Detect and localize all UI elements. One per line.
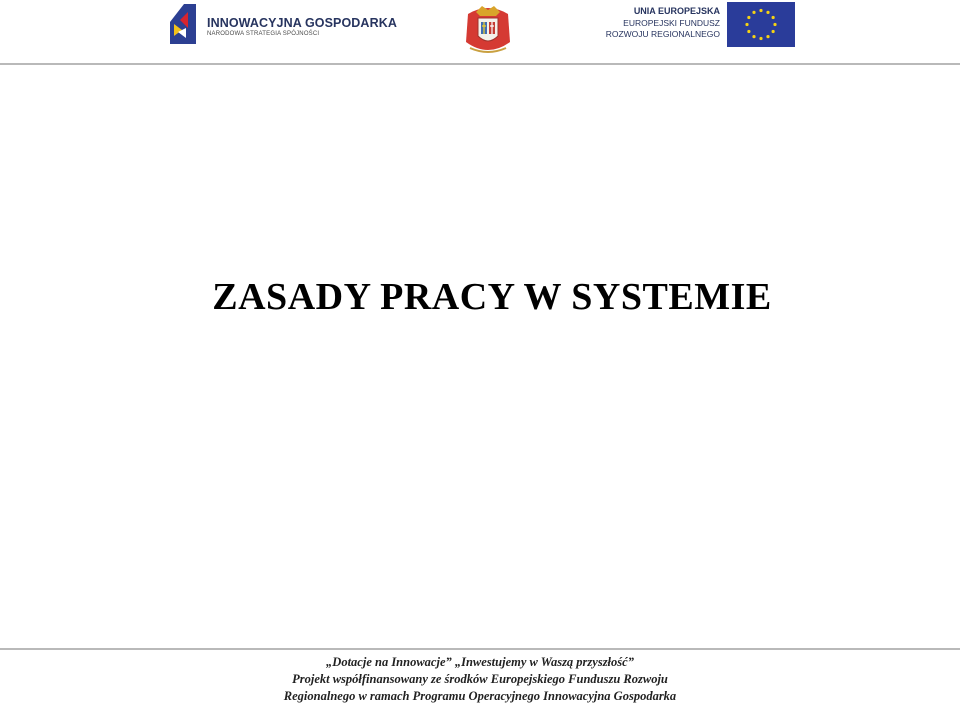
eu-star-icon — [752, 11, 755, 14]
eu-star-icon — [766, 11, 769, 14]
eu-star-icon — [766, 35, 769, 38]
eu-star-icon — [772, 16, 775, 19]
innowacyjna-gospodarka-subtitle: NARODOWA STRATEGIA SPÓJNOŚCI — [207, 31, 320, 37]
header-divider — [0, 63, 960, 65]
footer-line-2: Projekt współfinansowany ze środków Europejskiego Funduszu Rozwoju — [292, 672, 668, 686]
footer-divider — [0, 648, 960, 650]
eu-funding-text — [606, 6, 720, 41]
innowacyjna-gospodarka-title: INNOWACYJNA GOSPODARKA — [207, 16, 397, 30]
innowacyjna-gospodarka-logo-icon — [168, 2, 198, 46]
eu-flag-icon — [727, 2, 795, 47]
eu-star-icon — [745, 23, 748, 26]
eu-star-icon — [752, 35, 755, 38]
eu-star-icon — [759, 37, 762, 40]
eu-star-icon — [772, 30, 775, 33]
eu-star-icon — [773, 23, 776, 26]
footer-text — [0, 654, 960, 705]
eu-star-icon — [747, 30, 750, 33]
eu-star-icon — [759, 9, 762, 12]
footer-line-3: Regionalnego w ramach Programu Operacyjnego Innowacyjna Gospodarka — [283, 689, 677, 703]
coat-of-arms-crest-icon — [462, 2, 514, 56]
header-logos-bar — [0, 0, 960, 64]
eu-line-1: UNIA EUROPEJSKA — [633, 6, 720, 16]
eu-line-2: EUROPEJSKI FUNDUSZ — [623, 17, 720, 28]
eu-star-icon — [747, 16, 750, 19]
page-title: ZASADY PRACY W SYSTEMIE — [212, 276, 772, 318]
footer-line-1: „Dotacje na Innowacje” „Inwestujemy w Waszą przyszłość” — [326, 655, 634, 669]
eu-line-3: ROZWOJU REGIONALNEGO — [605, 29, 720, 39]
